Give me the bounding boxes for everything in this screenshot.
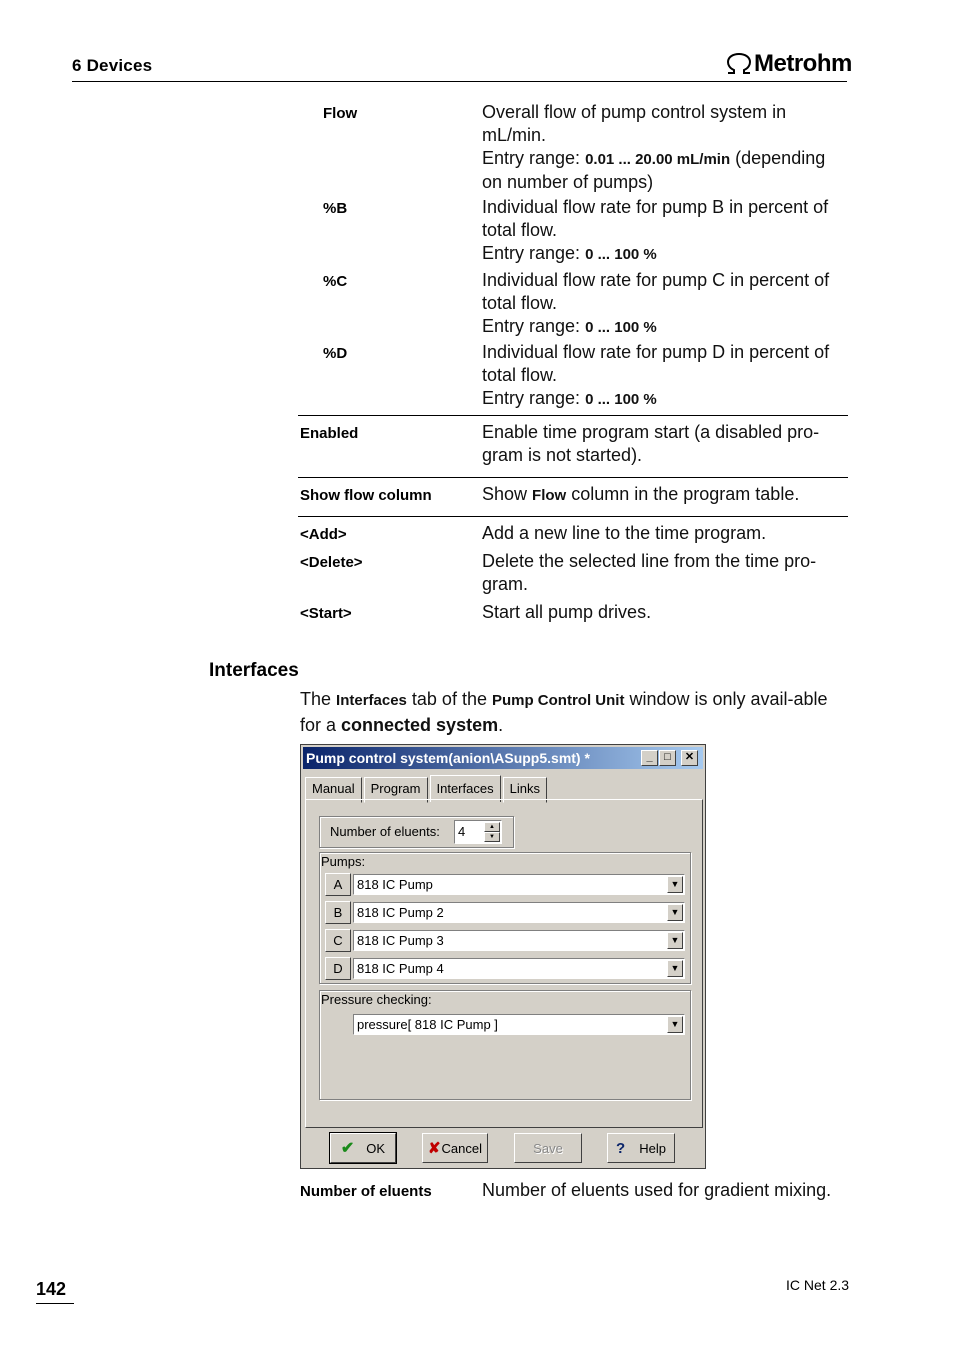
minimize-button[interactable]: _ bbox=[641, 750, 658, 766]
chevron-down-icon[interactable]: ▼ bbox=[667, 1016, 683, 1033]
eluents-group bbox=[319, 816, 514, 848]
desc-flow-note: (depending on number of pumps) bbox=[482, 148, 826, 192]
term-flow: Flow bbox=[323, 105, 358, 122]
term-enabled: Enabled bbox=[300, 425, 359, 442]
text-strong: connected system bbox=[341, 715, 499, 735]
spin-down-icon[interactable]: ▼ bbox=[484, 832, 500, 842]
cancel-button[interactable] bbox=[422, 1133, 488, 1163]
maximize-button[interactable]: □ bbox=[659, 750, 676, 766]
brand-name: Metrohm bbox=[754, 50, 852, 77]
term-percent-d: %D bbox=[323, 345, 348, 362]
pressure-select[interactable] bbox=[353, 1014, 685, 1035]
tab-links[interactable]: Links bbox=[503, 777, 547, 803]
desc-percent-b bbox=[482, 196, 850, 266]
pump-control-window bbox=[300, 744, 706, 1169]
term-add: <Add> bbox=[300, 526, 347, 543]
pumps-group bbox=[319, 852, 691, 984]
desc-post: column in the program table. bbox=[566, 484, 800, 504]
header-rule bbox=[72, 81, 847, 82]
help-button[interactable] bbox=[607, 1133, 675, 1163]
desc-percent-d bbox=[482, 341, 850, 411]
checkmark-icon: ✔ bbox=[340, 1140, 355, 1157]
desc-text: Individual flow rate for pump B in percent of total flow. bbox=[482, 197, 829, 240]
window-title: Pump control system(anion\ASupp5.smt) * bbox=[306, 750, 590, 766]
section-heading: 6 Devices bbox=[72, 56, 153, 75]
pump-letter-b[interactable]: B bbox=[325, 901, 351, 924]
pump-c-value: 818 IC Pump 3 bbox=[357, 933, 444, 948]
help-icon: ? bbox=[616, 1139, 626, 1157]
interfaces-text bbox=[300, 687, 840, 737]
pump-letter-c[interactable]: C bbox=[325, 929, 351, 952]
eluents-value: 4 bbox=[458, 824, 466, 839]
interfaces-heading: Interfaces bbox=[209, 660, 299, 681]
text-bold: Interfaces bbox=[336, 692, 407, 709]
desc-text: Individual flow rate for pump C in percent of total flow. bbox=[482, 270, 830, 313]
pump-b-value: 818 IC Pump 2 bbox=[357, 905, 444, 920]
desc-flow-range-label: Entry range: bbox=[482, 148, 586, 168]
chevron-down-icon[interactable]: ▼ bbox=[667, 904, 683, 921]
pump-b-select[interactable] bbox=[353, 902, 685, 923]
text-part: tab of the bbox=[406, 689, 492, 709]
text-part: . bbox=[498, 715, 504, 735]
tab-interfaces[interactable]: Interfaces bbox=[430, 775, 501, 802]
pump-letter-d[interactable]: D bbox=[325, 957, 351, 980]
tab-program[interactable]: Program bbox=[364, 777, 428, 803]
help-label: Help bbox=[639, 1140, 666, 1156]
pump-c-select[interactable] bbox=[353, 930, 685, 951]
spin-up-icon[interactable]: ▲ bbox=[484, 822, 500, 832]
chevron-down-icon[interactable]: ▼ bbox=[667, 876, 683, 893]
term-percent-b: %B bbox=[323, 200, 348, 217]
page-number-rule bbox=[36, 1303, 74, 1304]
term-show-flow-column: Show flow column bbox=[300, 487, 432, 504]
chevron-down-icon[interactable]: ▼ bbox=[667, 960, 683, 977]
save-label: Save bbox=[533, 1140, 563, 1156]
pump-a-value: 818 IC Pump bbox=[357, 877, 433, 892]
chevron-down-icon[interactable]: ▼ bbox=[667, 932, 683, 949]
range-value: 0 ... 100 % bbox=[585, 391, 657, 408]
product-name: IC Net 2.3 bbox=[786, 1277, 850, 1293]
desc-add: Add a new line to the time program. bbox=[482, 523, 767, 543]
pump-d-value: 818 IC Pump 4 bbox=[357, 961, 444, 976]
desc-flow-range: 0.01 ... 20.00 mL/min bbox=[585, 151, 731, 168]
desc-text: Individual flow rate for pump D in percent of total flow. bbox=[482, 342, 830, 385]
desc-delete: Delete the selected line from the time pro-gram. bbox=[482, 551, 817, 594]
pressure-group bbox=[319, 990, 691, 1100]
pressure-value: pressure[ 818 IC Pump ] bbox=[357, 1017, 498, 1032]
range-value: 0 ... 100 % bbox=[585, 246, 657, 263]
desc-flow-text: Overall flow of pump control system in mL/min. bbox=[482, 102, 787, 145]
interfaces-panel bbox=[305, 799, 703, 1128]
term-delete: <Delete> bbox=[300, 554, 363, 571]
text-part: The bbox=[300, 689, 337, 709]
pump-d-select[interactable] bbox=[353, 958, 685, 979]
term-start: <Start> bbox=[300, 605, 352, 622]
desc-show-flow-column bbox=[482, 483, 850, 507]
page-number: 142 bbox=[36, 1279, 67, 1299]
range-label: Entry range: bbox=[482, 388, 586, 408]
tab-manual[interactable]: Manual bbox=[305, 777, 362, 803]
cancel-label: Cancel bbox=[441, 1140, 483, 1156]
eluents-spinner[interactable] bbox=[454, 820, 502, 844]
desc-number-of-eluents: Number of eluents used for gradient mixing. bbox=[482, 1180, 832, 1200]
desc-flow bbox=[482, 101, 850, 194]
text-part: window is only avail-able for a bbox=[300, 689, 828, 735]
pressure-label: Pressure checking: bbox=[321, 992, 432, 1007]
desc-enabled: Enable time program start (a disabled pro-gram is not started). bbox=[482, 422, 820, 465]
divider bbox=[298, 477, 848, 478]
spinner-buttons bbox=[484, 822, 500, 842]
divider bbox=[298, 415, 848, 416]
title-bar bbox=[303, 747, 703, 769]
cross-icon: ✘ bbox=[427, 1140, 441, 1157]
pumps-label: Pumps: bbox=[321, 854, 366, 869]
term-percent-c: %C bbox=[323, 273, 348, 290]
range-label: Entry range: bbox=[482, 316, 586, 336]
range-value: 0 ... 100 % bbox=[585, 319, 657, 336]
divider bbox=[298, 516, 848, 517]
desc-percent-c bbox=[482, 269, 850, 339]
omega-icon bbox=[724, 52, 754, 76]
desc-start: Start all pump drives. bbox=[482, 602, 652, 622]
ok-button[interactable] bbox=[330, 1133, 396, 1163]
eluents-label: Number of eluents: bbox=[330, 824, 440, 839]
range-label: Entry range: bbox=[482, 243, 586, 263]
brand-logo bbox=[724, 50, 852, 78]
desc-pre: Show bbox=[482, 484, 533, 504]
close-button[interactable]: ✕ bbox=[681, 750, 698, 766]
term-number-of-eluents: Number of eluents bbox=[300, 1183, 432, 1200]
pump-a-select[interactable] bbox=[353, 874, 685, 895]
pump-letter-a[interactable]: A bbox=[325, 873, 351, 896]
desc-bold: Flow bbox=[532, 487, 567, 504]
text-bold: Pump Control Unit bbox=[491, 692, 625, 709]
save-button[interactable] bbox=[514, 1133, 582, 1163]
ok-label: OK bbox=[366, 1140, 386, 1156]
